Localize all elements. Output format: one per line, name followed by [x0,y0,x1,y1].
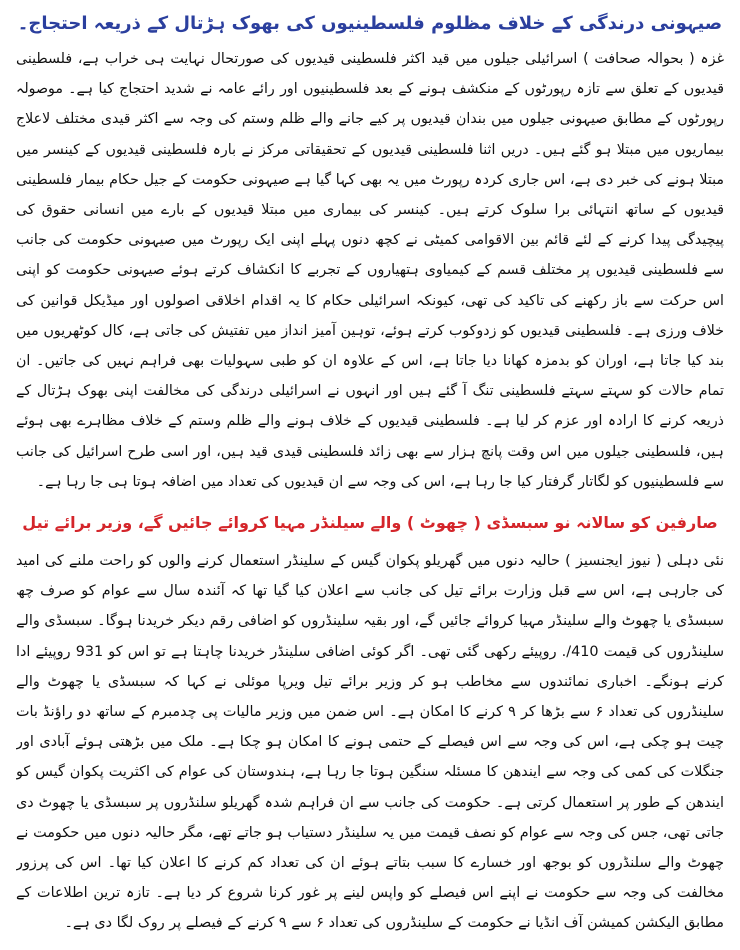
article-1-headline: صیہونی درندگی کے خلاف مظلوم فلسطینیوں کی بھوک ہڑتال کے ذریعہ احتجاج۔ [17,13,723,34]
article-2-headline: صارفین کو سالانہ نو سبسڈی ( چھوٹ ) والے سیلنڈر مہیا کروائے جائیں گے، وزیر برائے تیل [22,513,718,532]
article-2-body: نئی دہلی ( نیوز ایجنسیز ) حالیہ دنوں میں گھریلو پکوان گیس کے سلینڈر استعمال کرنے والوں کو راحت ملنے کی امید کی جارہی ہے، اس سے قبل وزارت برائے تیل کی جانب سے اعلان کیا گیا تھا کہ آئندہ سال سے عوام کو صرف چھ سبسڈی یا چھوٹ والے سلینڈر مہیا کروائے جائیں گے، اور بقیہ سلینڈروں کو اضافی رقم دیکر خریدنا ہوگا۔ سبسڈی والے سلینڈروں کی قیمت 410/. روپیئے رکھی گئی تھی۔ اگر کوئی اضافی سلینڈر خریدنا چاہتا ہے تو اس کو 931 روپیئے ادا کرنے ہونگے۔ اخباری نمائندوں سے مخاطب ہو کر وزیر برائے تیل ویرپا موئلی نے کہا کہ سبسڈی یا چھوٹ والے سلینڈروں کی تعداد ۶ سے بڑھا کر ۹ کرنے کا امکان ہے۔ اس ضمن میں وزیر مالیات پی چدمبرم کے ساتھ دو راؤنڈ بات چیت ہو چکی ہے، اس کی وجہ سے اس فیصلے کے حتمی ہونے کا امکان ہو چکا ہے۔ ملک میں بڑھتی ہوئے آبادی اور جنگلات کی کمی کی وجہ سے ایندھن کا مسئلہ سنگین ہوتا جا رہا ہے، ہندوستان کی عوام کی اکثریت پکوان گیس کو ایندھن کے طور پر استعمال کرتی ہے۔ حکومت کی جانب سے ان فراہم شدہ گھریلو سلنڈروں پر سبسڈی یا چھوٹ دی جاتی تھی، جس کی وجہ سے عوام کو نصف قیمت میں یہ سلینڈر دستیاب ہو جاتے تھے، مگر حالیہ دنوں میں حکومت نے چھوٹ والے سلنڈروں کو بوجھ اور خسارے کا سبب بتاتے ہوئے ان کی تعداد کم کرنے کا اعلان کیا تھا۔ اس کی پرزور مخالفت کی وجہ سے حکومت نے اپنے اس فیصلے کو واپس لینے پر غور کرنا شروع کر دیا ہے۔ تازہ ترین اطلاعات کے مطابق الیکشن کمیشن آف انڈیا نے حکومت کے سلینڈروں کی تعداد ۶ سے ۹ کرنے کے فیصلے پر روک لگا دی ہے۔ [16,553,724,932]
article-1-body: غزہ ( بحوالہ صحافت ) اسرائیلی جیلوں میں قید اکثر فلسطینی قیدیوں کی صورتحال نہایت ہی خراب ہے، فلسطینی قیدیوں کے تعلق سے تازہ رپورٹوں کے منکشف ہونے کے بعد فلسطینیوں اور رائے عامہ نے شدید احتجاج کیا ہے۔ موصولہ رپورٹوں کے مطابق صیہونی جیلوں میں بندان قیدیوں پر کیے جانے والے ظلم وستم کی وجہ سے اکثر قیدی مختلف لاعلاج بیماریوں میں مبتلا ہو گئے ہیں۔ دریں اثنا فلسطینی قیدیوں کے تحقیقاتی مرکز نے بارہ فلسطینی قیدیوں کے کینسر میں مبتلا ہونے کی خبر دی ہے، اس جاری کردہ رپورٹ میں یہ بھی کہا گیا ہے صیہونی حکومت کے جیل حکام بیمار فلسطینی قیدیوں کے ساتھ انتہائی برا سلوک کرتے ہیں۔ کینسر کی بیماری میں مبتلا قیدیوں کے بارے میں انسانی حقوق کی پیچیدگی پیدا کرنے کے لئے قائم بین الاقوامی کمیٹی نے کچھ دنوں پہلے اپنی ایک رپورٹ میں صیہونی حکومت کی جانب سے فلسطینی قیدیوں پر مختلف قسم کے کیمیاوی ہتھیاروں کے تجربے کا انکشاف کرتے ہوئے صیہونی حکومت کو اپنی اس حرکت سے باز رکھنے کی تاکید کی تھی، کیونکہ اسرائیلی حکام کا یہ اقدام اخلاقی اصولوں اور میڈیکل قوانین کی خلاف ورزی ہے۔ فلسطینی قیدیوں کو زدوکوب کرتے ہوئے، توہین آمیز انداز میں تفتیش کی جاتی ہے، کال کوٹھریوں میں بند کیا جاتا ہے، اوران کو بدمزہ کھانا دیا جاتا ہے، اس کے علاوہ ان کو طبی سہولیات بھی فراہم نہیں کی جاتیں۔ ان تمام حالات کو سہتے سہتے فلسطینی تنگ آ گئے ہیں اور انہوں نے اسرائیلی درندگی کی مخالفت اپنی بھوک ہڑتال کے ذریعہ کرنے کا ارادہ اور عزم کر لیا ہے۔ فلسطینی قیدیوں کے خلاف ہونے والے ظلم وستم کے خلاف مظاہرے بھی ہوئے ہیں، فلسطینی جیلوں میں اس وقت پانچ ہزار سے بھی زائد فلسطینی قیدی قید ہیں، اور اسی طرح اسرائیل کی جانب سے فلسطینیوں کو لگاتار گرفتار کیا جا رہا ہے، اس کی وجہ سے ان قیدیوں کی تعداد میں اضافہ ہوتا ہی جا رہا ہے۔ [16,51,724,490]
